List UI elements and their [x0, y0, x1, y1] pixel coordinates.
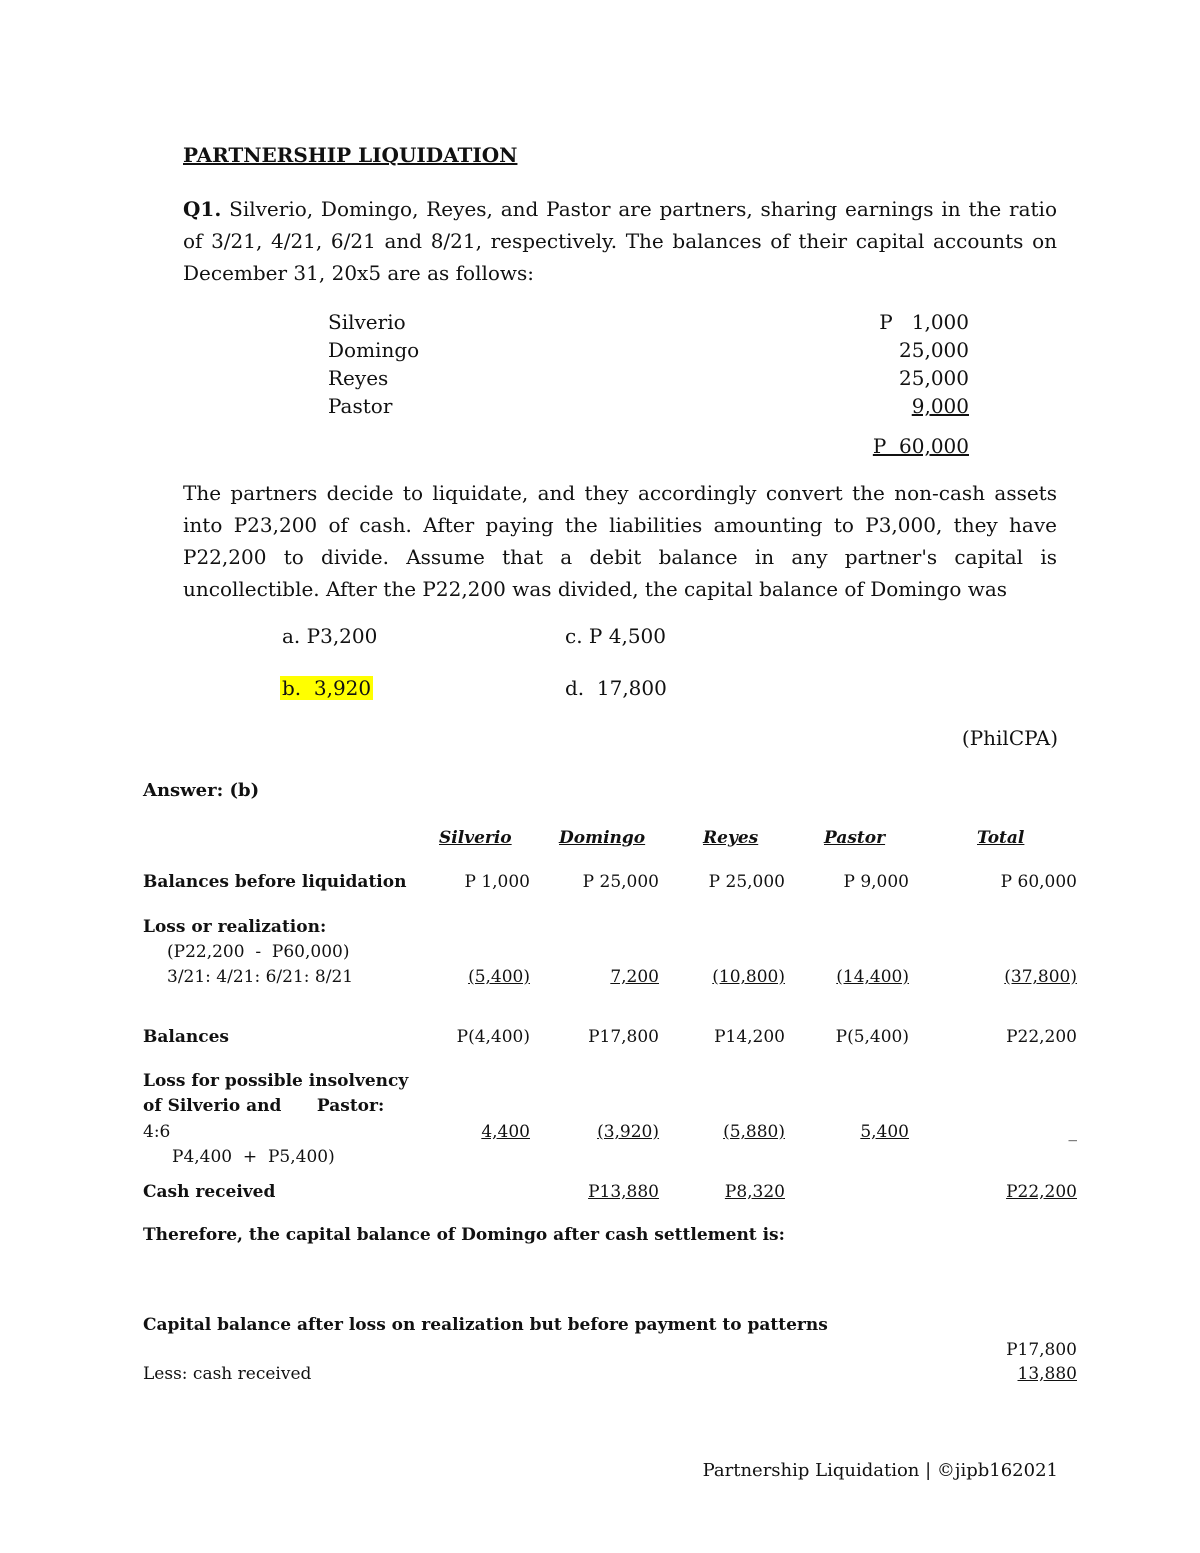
cell-domingo: 7,200: [610, 967, 659, 987]
choice-a: a. P3,200: [282, 624, 378, 648]
choice-c: c. P 4,500: [565, 624, 666, 648]
source-citation: (PhilCPA): [961, 726, 1058, 750]
capital-row: Reyes 25,000: [328, 366, 969, 390]
row-sublabel: 4:6: [143, 1122, 171, 1142]
cell-silverio: P(4,400): [456, 1027, 530, 1047]
page-title: PARTNERSHIP LIQUIDATION: [183, 143, 518, 167]
capital-row: Domingo 25,000: [328, 338, 969, 362]
capital-after-label: Capital balance after loss on realization but before payment to patterns: [143, 1315, 828, 1335]
row-sublabel: (P22,200 - P60,000): [167, 942, 350, 962]
cell-silverio: P 1,000: [464, 872, 530, 892]
capital-total: P 60,000: [872, 434, 969, 458]
cell-reyes: (5,880): [723, 1122, 785, 1142]
col-header-pastor: Pastor: [824, 828, 886, 848]
cell-silverio: 4,400: [481, 1122, 530, 1142]
cell-pastor: P(5,400): [835, 1027, 909, 1047]
less-cash-received-value: 13,880: [1017, 1364, 1077, 1384]
col-header-domingo: Domingo: [559, 828, 646, 848]
cell-total: P 60,000: [1000, 872, 1077, 892]
cell-domingo: P17,800: [588, 1027, 659, 1047]
therefore-statement: Therefore, the capital balance of Domingo after cash settlement is:: [143, 1225, 785, 1245]
cell-pastor: P 9,000: [843, 872, 909, 892]
cell-total: _: [1068, 1122, 1077, 1142]
row-label-balances: Balances: [143, 1027, 229, 1047]
row-label-balances-before: Balances before liquidation: [143, 872, 407, 892]
cell-reyes: (10,800): [712, 967, 785, 987]
cell-pastor: 5,400: [860, 1122, 909, 1142]
choice-d: d. 17,800: [565, 676, 667, 700]
less-cash-received-label: Less: cash received: [143, 1364, 312, 1384]
row-sublabel: of Silverio and Pastor:: [143, 1096, 385, 1116]
row-sublabel: P4,400 + P5,400): [172, 1147, 335, 1167]
col-header-reyes: Reyes: [703, 828, 759, 848]
cell-reyes: P8,320: [724, 1182, 785, 1202]
cell-domingo: (3,920): [597, 1122, 659, 1142]
cell-domingo: P13,880: [588, 1182, 659, 1202]
capital-after-value: P17,800: [1006, 1340, 1077, 1360]
capital-balances-list: [328, 308, 969, 458]
question-text: [183, 193, 1057, 289]
cell-total: (37,800): [1004, 967, 1077, 987]
answer-label: Answer: (b): [143, 780, 260, 801]
question-body: Silverio, Domingo, Reyes, and Pastor are partners, sharing earnings in the ratio of 3/21, 4/21, 6/21 and 8/21, respectively. The balances of their capital accounts on December 31, 20x5 are as follows:: [183, 197, 1057, 285]
col-header-silverio: Silverio: [439, 828, 512, 848]
row-sublabel: 3/21: 4/21: 6/21: 8/21: [167, 967, 354, 987]
cell-reyes: P14,200: [714, 1027, 785, 1047]
col-header-total: Total: [977, 828, 1025, 848]
cell-total: P22,200: [1006, 1027, 1077, 1047]
row-label-cash-received: Cash received: [143, 1182, 276, 1202]
page-footer: Partnership Liquidation | ©jipb162021: [702, 1460, 1058, 1481]
cell-domingo: P 25,000: [582, 872, 659, 892]
cell-pastor: (14,400): [836, 967, 909, 987]
choice-b-highlighted: b. 3,920: [282, 676, 372, 700]
capital-row: Pastor 9,000: [328, 394, 969, 418]
cell-silverio: (5,400): [468, 967, 530, 987]
cell-reyes: P 25,000: [708, 872, 785, 892]
capital-row: Silverio P 1,000: [328, 310, 969, 334]
row-label-loss-insolvency: Loss for possible insolvency: [143, 1071, 409, 1091]
cell-total: P22,200: [1006, 1182, 1077, 1202]
row-label-loss-realization: Loss or realization:: [143, 917, 327, 937]
question-number: Q1.: [183, 197, 222, 221]
question-paragraph: The partners decide to liquidate, and they accordingly convert the non-cash assets into P23,200 of cash. After paying the liabilities amounting to P3,000, they have P22,200 to divide. Assume that a debit balance in any partner's capital is uncollectible. After the P22,200 was divided, the capital balance of Domingo was: [183, 481, 1057, 601]
